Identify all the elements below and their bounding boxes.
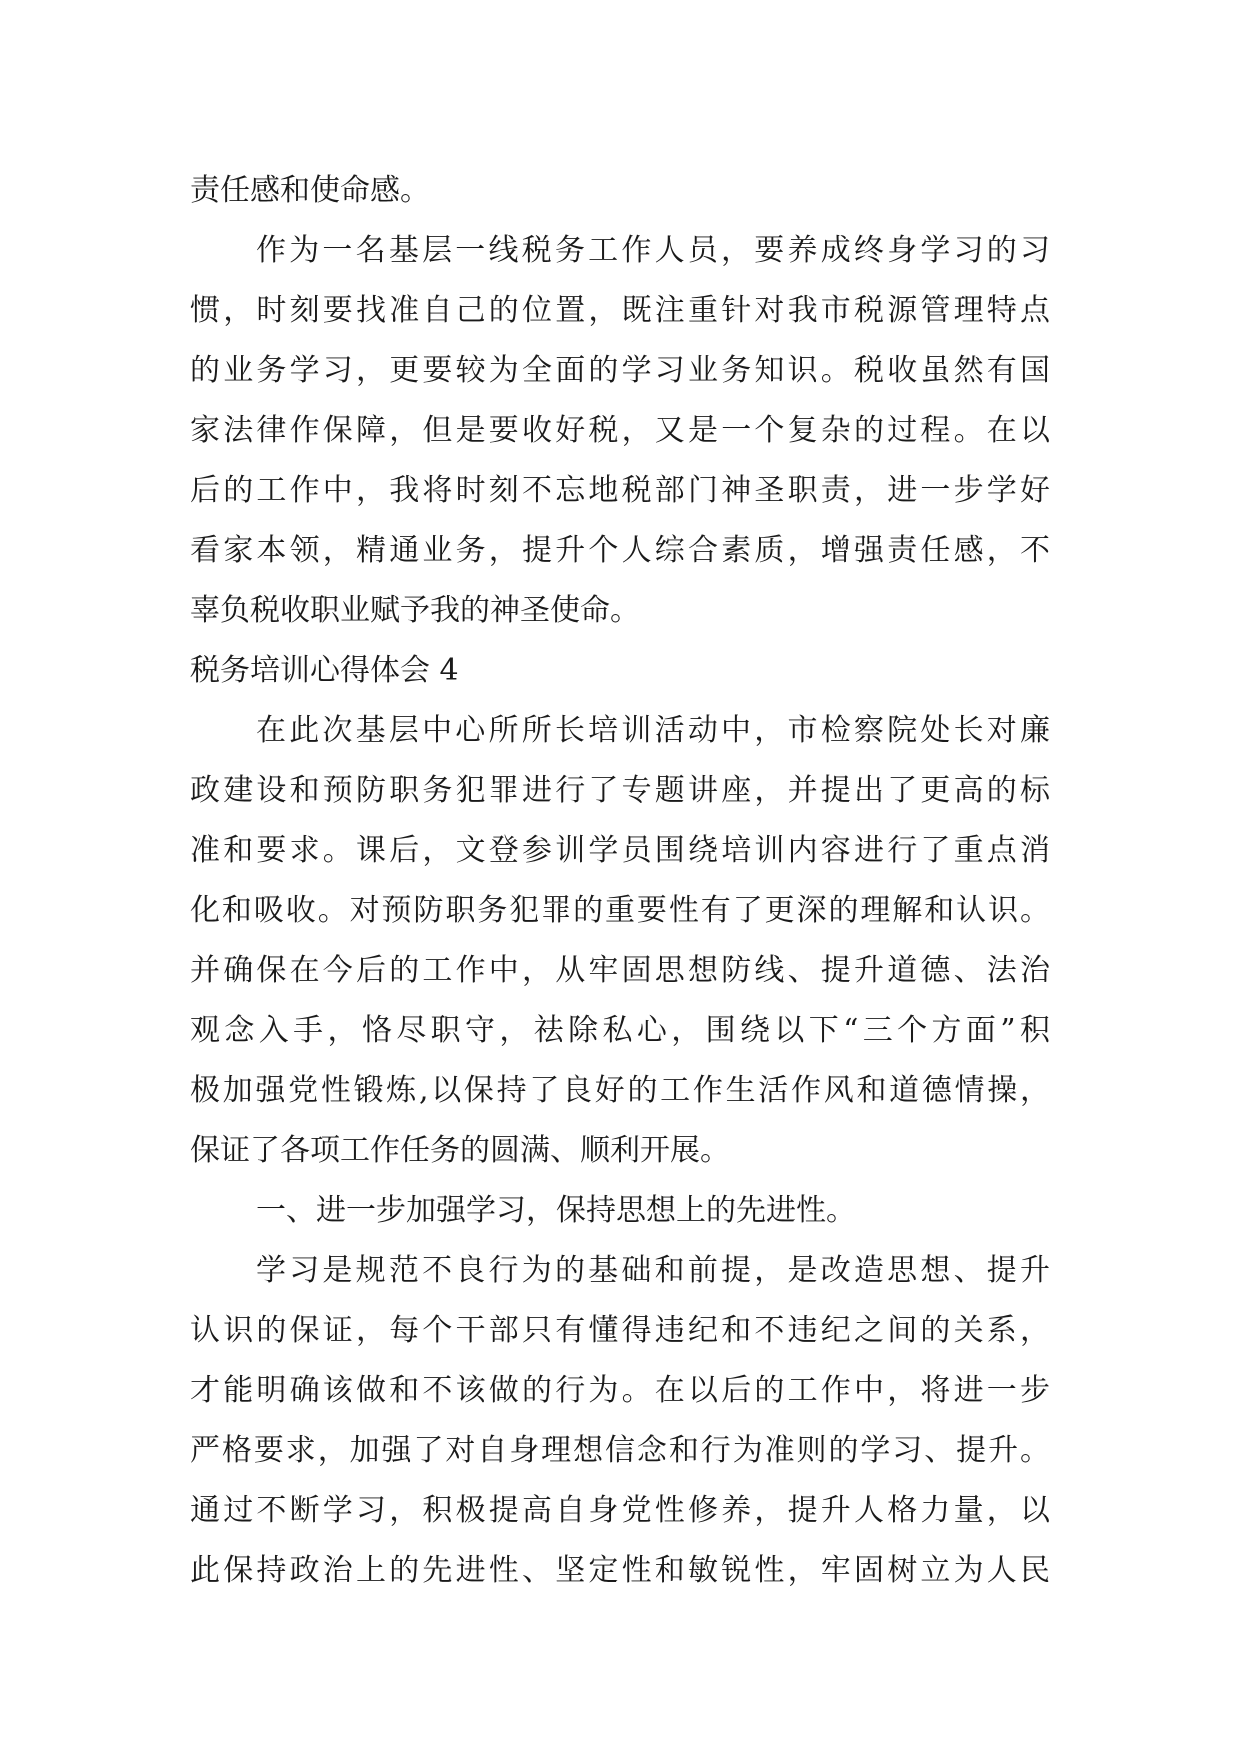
text-line: 惯，时刻要找准自己的位置，既注重针对我市税源管理特点 (190, 293, 1050, 328)
text-line: 观念入手，恪尽职守，祛除私心，围绕以下“三个方面”积 (190, 1013, 1050, 1048)
text-line: 通过不断学习，积极提高自身党性修养，提升人格力量，以 (190, 1493, 1050, 1528)
text-line: 辜负税收职业赋予我的神圣使命。 (190, 593, 640, 628)
section-heading: 税务培训心得体会 4 (190, 653, 459, 688)
text-line: 此保持政治上的先进性、坚定性和敏锐性，牢固树立为人民 (190, 1553, 1050, 1588)
text-line: 认识的保证，每个干部只有懂得违纪和不违纪之间的关系， (190, 1313, 1050, 1348)
text-line: 化和吸收。对预防职务犯罪的重要性有了更深的理解和认识。 (190, 893, 1050, 928)
text-line: 极加强党性锻炼,以保持了良好的工作生活作风和道德情操， (190, 1073, 1050, 1108)
text-line: 的业务学习，更要较为全面的学习业务知识。税收虽然有国 (190, 353, 1050, 388)
paragraph-first-line: 在此次基层中心所所长培训活动中，市检察院处长对廉 (256, 713, 1050, 748)
subheading-line: 一、进一步加强学习，保持思想上的先进性。 (256, 1193, 856, 1228)
paragraph-first-line: 作为一名基层一线税务工作人员，要养成终身学习的习 (256, 233, 1050, 268)
document-body (190, 161, 1050, 1601)
text-line: 并确保在今后的工作中，从牢固思想防线、提升道德、法治 (190, 953, 1050, 988)
text-line: 准和要求。课后，文登参训学员围绕培训内容进行了重点消 (190, 833, 1050, 868)
text-line: 后的工作中，我将时刻不忘地税部门神圣职责，进一步学好 (190, 473, 1050, 508)
text-line: 才能明确该做和不该做的行为。在以后的工作中，将进一步 (190, 1373, 1050, 1408)
text-line: 家法律作保障，但是要收好税，又是一个复杂的过程。在以 (190, 413, 1050, 448)
text-line: 责任感和使命感。 (190, 173, 430, 208)
paragraph-first-line: 学习是规范不良行为的基础和前提，是改造思想、提升 (256, 1253, 1050, 1288)
text-line: 看家本领，精通业务，提升个人综合素质，增强责任感，不 (190, 533, 1050, 568)
text-line: 严格要求，加强了对自身理想信念和行为准则的学习、提升。 (190, 1433, 1050, 1468)
text-line: 政建设和预防职务犯罪进行了专题讲座，并提出了更高的标 (190, 773, 1050, 808)
text-line: 保证了各项工作任务的圆满、顺利开展。 (190, 1133, 730, 1168)
